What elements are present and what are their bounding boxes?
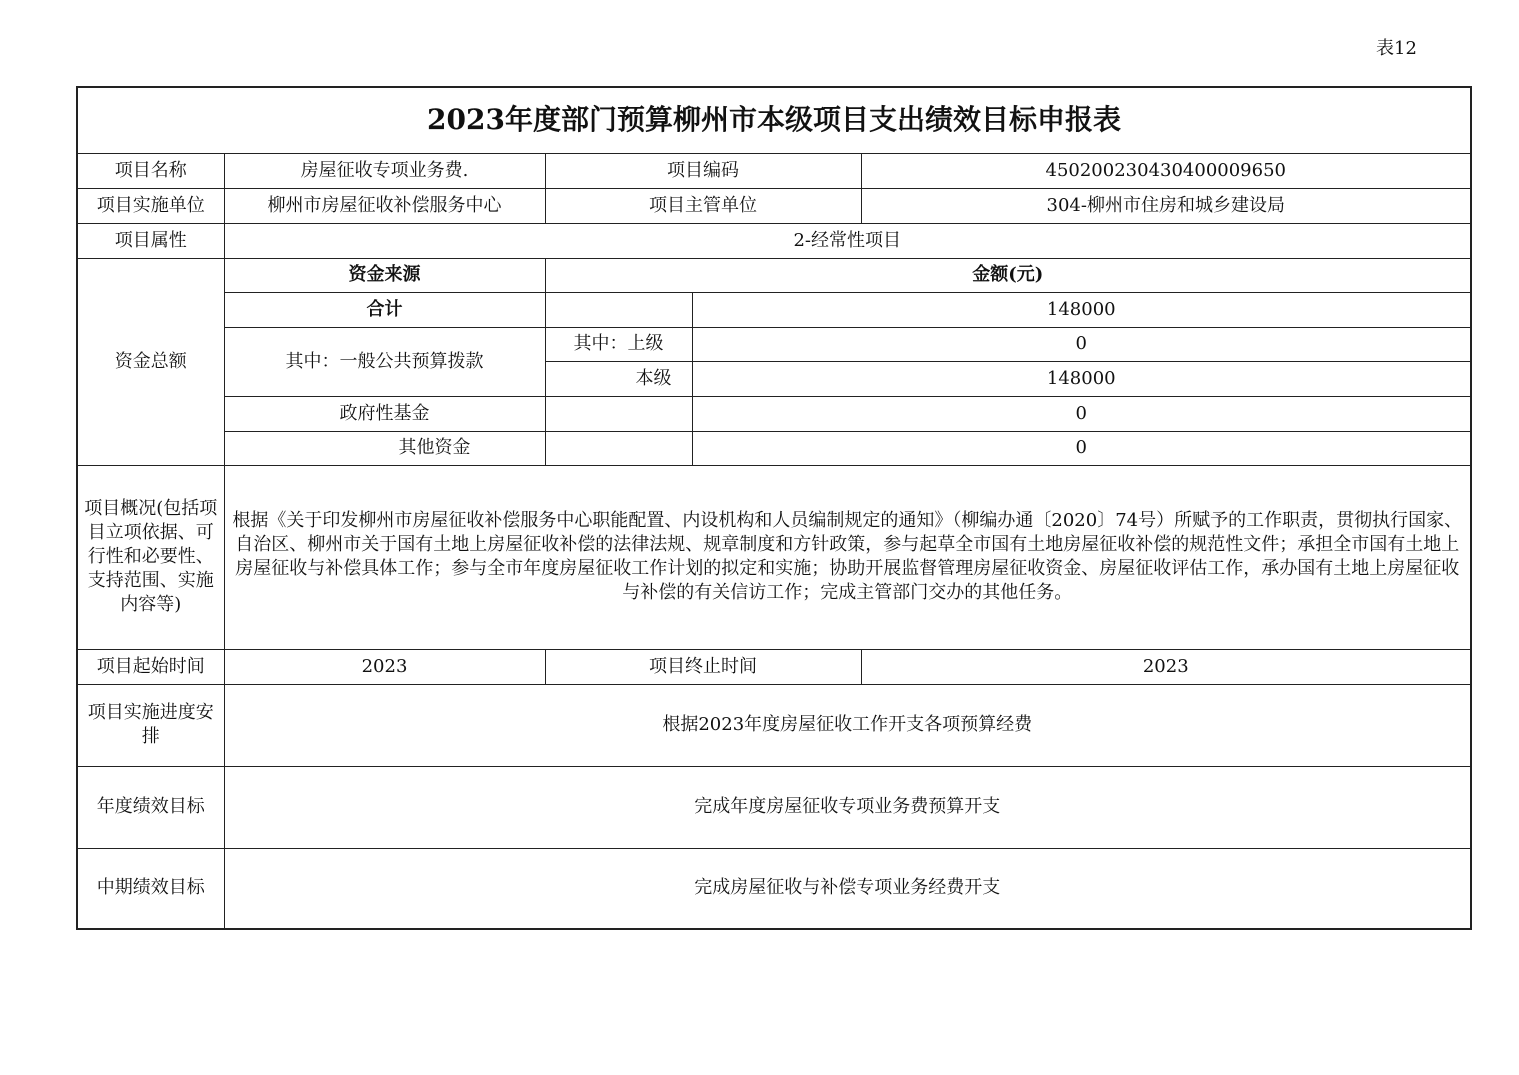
end-time-label: 项目终止时间: [545, 649, 861, 684]
fund-total-blank: [545, 292, 692, 327]
annual-goal-value: 完成年度房屋征收专项业务费预算开支: [224, 766, 1471, 848]
table-number: 表12: [1376, 38, 1417, 59]
project-code-label: 项目编码: [545, 153, 861, 188]
fund-total-value: 148000: [692, 292, 1471, 327]
fund-other-label: 其他资金: [224, 431, 545, 465]
project-name-label: 项目名称: [77, 153, 224, 188]
overview-label: 项目概况(包括项目立项依据、可行性和必要性、支持范围、实施内容等): [77, 465, 224, 649]
progress-label: 项目实施进度安排: [77, 684, 224, 766]
supervisor-unit-label: 项目主管单位: [545, 188, 861, 223]
fund-total-label: 合计: [224, 292, 545, 327]
funds-total-label: 资金总额: [77, 258, 224, 465]
impl-unit-label: 项目实施单位: [77, 188, 224, 223]
fund-other-value: 0: [692, 431, 1471, 465]
supervisor-unit-value: 304-柳州市住房和城乡建设局: [861, 188, 1471, 223]
start-time-label: 项目起始时间: [77, 649, 224, 684]
attribute-value: 2-经常性项目: [224, 223, 1471, 258]
fund-gov-value: 0: [692, 396, 1471, 431]
fund-general-label: 其中：一般公共预算拨款: [224, 327, 545, 396]
fund-gov-label: 政府性基金: [224, 396, 545, 431]
impl-unit-value: 柳州市房屋征收补偿服务中心: [224, 188, 545, 223]
fund-other-blank: [545, 431, 692, 465]
form-title: 2023年度部门预算柳州市本级项目支出绩效目标申报表: [77, 87, 1471, 153]
fund-local-label: 本级: [545, 361, 692, 396]
fund-upper-value: 0: [692, 327, 1471, 361]
project-name-value: 房屋征收专项业务费.: [224, 153, 545, 188]
progress-value: 根据2023年度房屋征收工作开支各项预算经费: [224, 684, 1471, 766]
mid-goal-value: 完成房屋征收与补偿专项业务经费开支: [224, 848, 1471, 929]
fund-upper-label: 其中：上级: [545, 327, 692, 361]
attribute-label: 项目属性: [77, 223, 224, 258]
mid-goal-label: 中期绩效目标: [77, 848, 224, 929]
start-time-value: 2023: [224, 649, 545, 684]
end-time-value: 2023: [861, 649, 1471, 684]
fund-local-value: 148000: [692, 361, 1471, 396]
performance-target-form: [76, 86, 1472, 930]
overview-text: 根据《关于印发柳州市房屋征收补偿服务中心职能配置、内设机构和人员编制规定的通知》（柳编办通〔2020〕74号）所赋予的工作职责，贯彻执行国家、自治区、柳州市关于国有土地上房屋征收补偿的法律法规、规章制度和方针政策，参与起草全市国有土地房屋征收补偿的规范性文件；承担全市国有土地上房屋征收与补偿具体工作；参与全市年度房屋征收工作计划的拟定和实施；协助开展监督管理房屋征收资金、房屋征收评估工作，承办国有土地上房屋征收与补偿的有关信访工作；完成主管部门交办的其他任务。: [224, 465, 1471, 649]
annual-goal-label: 年度绩效目标: [77, 766, 224, 848]
fund-gov-blank: [545, 396, 692, 431]
fund-source-header: 资金来源: [224, 258, 545, 292]
project-code-value: 450200230430400009650: [861, 153, 1471, 188]
fund-amount-header: 金额(元): [545, 258, 1471, 292]
